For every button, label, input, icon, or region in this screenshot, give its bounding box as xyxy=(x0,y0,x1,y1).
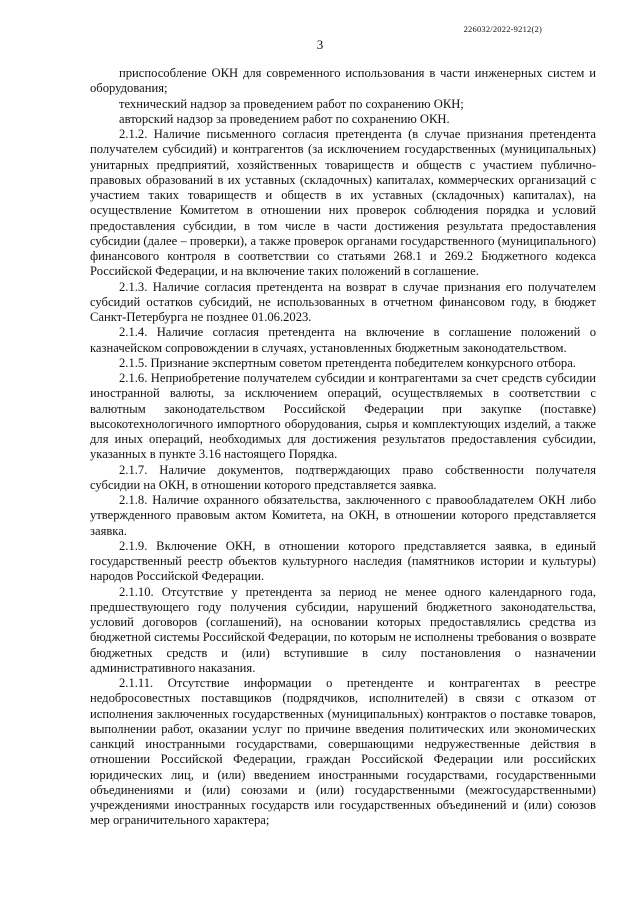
paragraph-2-1-3: 2.1.3. Наличие согласия претендента на возврат в случае признания его получателем субсидий остатков субсидий, не использованных в отчетном финансовом году, в бюджет Санкт-Петербурга не позднее 01.06.2023. xyxy=(90,279,596,324)
paragraph-2-1-11: 2.1.11. Отсутствие информации о претенденте и контрагентах в реестре недобросовестных поставщиков (подрядчиков, исполнителей) в связи с отказом от исполнения заключенных государственных (муниципальных) контрактов о поставке товаров, выполнении работ, оказании услуг по причине введения политических или экономических санкций иностранными государствами, совершающими недружественные действия в отношении Российской Федерации, граждан Российской Федерации или российских юридических лиц, и (или) введением иностранными государствами, государственными объединениями и (или) союзами и (или) государственными (межгосударственными) учреждениями иностранных государств или государственных объединений и (или) союзов мер ограничительного характера; xyxy=(90,676,596,828)
paragraph-technical-supervision: технический надзор за проведением работ по сохранению ОКН; xyxy=(119,96,464,111)
paragraph-2-1-5: 2.1.5. Признание экспертным советом претендента победителем конкурсного отбора. xyxy=(119,355,576,370)
document-registration-number: 226032/2022-9212(2) xyxy=(463,24,542,34)
paragraph-2-1-10: 2.1.10. Отсутствие у претендента за период не менее одного календарного года, предшествующего году получения субсидии, нарушений бюджетного законодательства, условий договоров (соглашений), на основании которых предоставлялись средства из бюджетной системы Российской Федерации, по которым не исполнены требования о возврате бюджетных средств и (или) вступившие в силу постановления о назначении административного наказания. xyxy=(90,584,596,675)
paragraph-2-1-6: 2.1.6. Неприобретение получателем субсидии и контрагентами за счет средств субсидии иностранной валюты, за исключением операций, осуществляемых в соответствии с валютным законодательством Российской Федерации при закупке (поставке) высокотехнологичного импортного оборудования, сырья и комплектующих изделий, а также для иных операций, необходимых для достижения результатов предоставления субсидии, указанных в пункте 3.16 настоящего Порядка. xyxy=(90,371,596,462)
paragraph-2-1-8: 2.1.8. Наличие охранного обязательства, заключенного с правообладателем ОКН либо утвержденного правовым актом Комитета, на ОКН, в отношении которого представляется заявка. xyxy=(90,493,596,538)
paragraph-2-1-4: 2.1.4. Наличие согласия претендента на включение в соглашение положений о казначейском сопровождении в случаях, установленных бюджетным законодательством. xyxy=(90,325,596,355)
paragraph-engineering-systems: приспособление ОКН для современного использования в части инженерных систем и оборудования; xyxy=(90,66,596,96)
page-number: 3 xyxy=(316,37,324,52)
paragraph-2-1-7: 2.1.7. Наличие документов, подтверждающих право собственности получателя субсидии на ОКН, в отношении которого представляется заявка. xyxy=(90,462,596,492)
paragraph-2-1-2: 2.1.2. Наличие письменного согласия претендента (в случае признания претендента получателем субсидий) и контрагентов (за исключением государственных (муниципальных) унитарных предприятий, хозяйственных товариществ и обществ с участием публично-правовых образований в их уставных (складочных) капиталах, коммерческих организаций с участием таких товариществ и обществ в их уставных (складочных) капиталах), на осуществление Комитетом в отношении них проверок соблюдения порядка и условий предоставления субсидии, в том числе в части достижения результата предоставления субсидии (далее – проверки), а также проверок органами государственного (муниципального) финансового контроля в соответствии со статьями 268.1 и 269.2 Бюджетного кодекса Российской Федерации, и на включение таких положений в соглашение. xyxy=(90,127,596,279)
document-body xyxy=(90,66,596,829)
paragraph-author-supervision: авторский надзор за проведением работ по сохранению ОКН. xyxy=(119,111,450,126)
paragraph-2-1-9: 2.1.9. Включение ОКН, в отношении которого представляется заявка, в единый государственный реестр объектов культурного наследия (памятников истории и культуры) народов Российской Федерации. xyxy=(90,538,596,584)
